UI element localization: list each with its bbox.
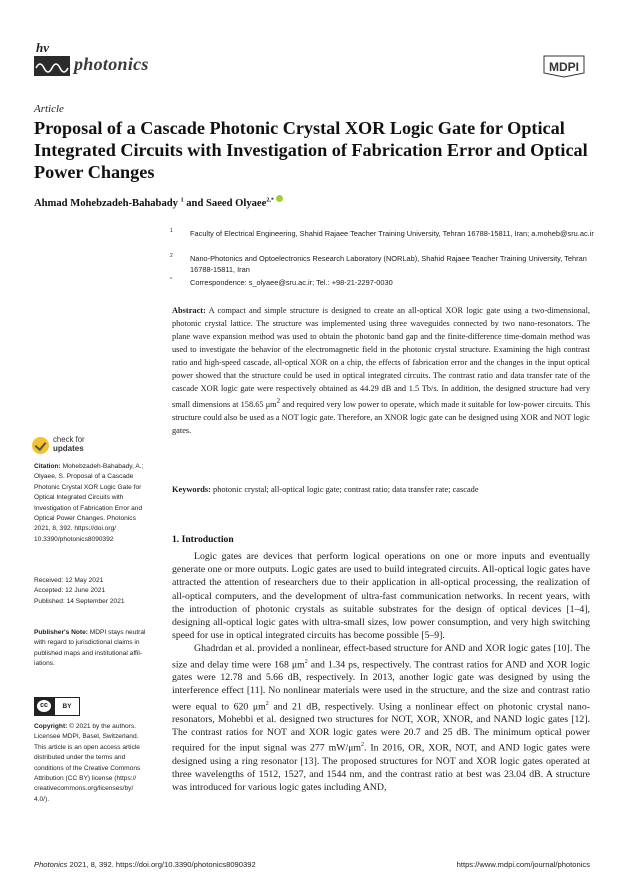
affiliation-text: Faculty of Electrical Engineering, Shahid Rajaee Teacher Training University, Tehran 16788-15811, Iran; a.moheb@sru.ac.ir xyxy=(190,229,594,238)
article-type: Article xyxy=(34,103,64,115)
updates-line: check for xyxy=(53,435,85,444)
paragraph: Logic gates are devices that perform logical operations on one or more inputs and eventually generate one or more outputs. Logic gates are used to build integrated circuits. All-optical logic gates have attracted the attention of researchers due to their application in all-optical processing, the realization of all-optical computers, and the development of ultra-fast communication networks. In recent years, with the introduction of photonic crystals as suitable substrates for the design of optical devices [1–4], designing all-optical logic gates with ultra-small sizes, low power consumption, and very high switching speed for use in optical integrated circuits has become possible [5–9]. xyxy=(172,551,590,642)
author-affiliation-mark: 1 xyxy=(180,197,184,204)
citation-line: Photonic Crystal XOR Logic Gate for xyxy=(34,483,142,491)
affiliation-number: 1 xyxy=(170,228,173,234)
check-updates-label xyxy=(53,436,85,453)
paragraph-text: Ghadrdan et al. provided a nonlinear, effect-based structure for AND and XOR logic gates [10]. The size and delay time were 168 μm xyxy=(172,643,590,670)
citation-line: 2021, 8, 392. https://doi.org/ xyxy=(34,525,117,533)
footer-doi[interactable]: 2021, 8, 392. https://doi.org/10.3390/photonics8090392 xyxy=(67,860,256,869)
copyright-line: distributed under the terms and xyxy=(34,754,126,762)
date-received: Received: 12 May 2021 xyxy=(34,577,104,584)
abstract-text: and required very low power to operate, which made it suitable for low-power circuits. This structure could also be used as a NOT logic gate. Therefore, an XNOR logic gate can be designed using XOR and NOT logic gates. xyxy=(172,399,591,435)
publisher-name: MDPI xyxy=(549,60,579,74)
attribution-icon: BY xyxy=(62,703,72,710)
publisher-note-line: with regard to jurisdictional claims in xyxy=(34,639,140,647)
copyright-label: Copyright: xyxy=(34,723,68,730)
body-text xyxy=(172,550,590,794)
journal-name: photonics xyxy=(74,54,149,74)
footer-journal-url[interactable]: https://www.mdpi.com/journal/photonics xyxy=(456,860,590,869)
copyright-line: creativecommons.org/licenses/by/ xyxy=(34,785,134,793)
abstract-label: Abstract: xyxy=(172,306,206,315)
affiliation-number: 2 xyxy=(170,253,173,259)
check-for-updates-button[interactable] xyxy=(32,436,112,458)
citation-line: Optical Power Changes. Photonics xyxy=(34,515,136,523)
copyright-line: 4.0/). xyxy=(34,795,50,803)
author-affiliation-mark: 2,* xyxy=(266,197,274,204)
publisher-logo xyxy=(540,54,588,78)
copyright-line: This article is an open access article xyxy=(34,743,140,751)
paper-title: Proposal of a Cascade Photonic Crystal XOR Logic Gate for Optical Integrated Circuits with Investigation of Fabrication Error and Optical Power Changes xyxy=(34,118,588,182)
citation-label: Citation: xyxy=(34,463,61,470)
cc-by-license-badge[interactable] xyxy=(34,697,80,716)
publisher-note xyxy=(34,628,160,670)
citation-doi-link[interactable]: 10.3390/photonics8090392 xyxy=(34,535,114,543)
paragraph-text: and 1.34 ps, respectively. The contrast ratios for AND and XOR logic gates were 12.78 and 5.66 dB, respectively. In 2013, another logic gate was designed by using the interference effect [11]. No nonlinear materials were used in the structure, and the size and contrast ratio were equal to 620 μm xyxy=(172,658,590,712)
keywords-label: Keywords: xyxy=(172,485,211,494)
citation-block xyxy=(34,462,160,545)
updates-line: updates xyxy=(53,443,84,453)
copyright-block xyxy=(34,722,160,805)
copyright-line: Licensee MDPI, Basel, Switzerland. xyxy=(34,733,139,741)
author-name: Saeed Olyaee xyxy=(206,198,267,209)
date-accepted: Accepted: 12 June 2021 xyxy=(34,587,106,595)
check-updates-icon xyxy=(32,437,49,454)
journal-logo xyxy=(34,40,70,80)
author-name: Ahmad Mohebzadeh-Bahabady xyxy=(34,198,178,209)
superscript: 2 xyxy=(276,397,281,405)
superscript: 2 xyxy=(361,742,365,749)
citation-line: Optical Integrated Circuits with xyxy=(34,494,124,502)
footer-citation xyxy=(34,860,256,869)
copyright-line: © 2021 by the authors. xyxy=(67,723,136,730)
keywords xyxy=(172,484,590,496)
date-published: Published: 14 September 2021 xyxy=(34,597,125,605)
paragraph xyxy=(172,642,590,794)
abstract-text: A compact and simple structure is designed to create an all-optical XOR logic gate using a two-dimensional, photonic crystal lattice. The structure was implemented using three waveguides connected by two nano-resonators. The plane wave expansion method was used to obtain the photonic band gap and the finite-difference time-domain method was used to investigate the behavior of the electromagnetic field in the photonic crystal structure. Examining the high contrast ratio and high-speed cascade, all-optical XOR on a chip, the effects of fabrication error and the changes in the input optical power showed that the structure could be used in optical integrated circuits. The contrast ratio and data transfer rate of the cascade XOR logic gate were respectively obtained as 44.29 dB and 1.5 Tb/s. In addition, the designed structure had very small dimensions at 158.65 μm xyxy=(172,306,590,409)
superscript: 2 xyxy=(304,658,308,665)
citation-line: Mohebzadeh-Bahabady, A.; xyxy=(60,463,144,470)
creative-commons-icon xyxy=(35,698,55,715)
citation-line: Investigation of Fabrication Error and xyxy=(34,504,143,512)
publisher-note-line: published maps and institutional affil- xyxy=(34,649,143,657)
publication-dates xyxy=(34,576,160,607)
superscript: 2 xyxy=(265,700,269,707)
publisher-note-line: MDPI stays neutral xyxy=(87,629,146,636)
section-heading: 1. Introduction xyxy=(172,534,234,545)
affiliation-text: Correspondence: s_olyaee@sru.ac.ir; Tel.: +98-21-2297-0030 xyxy=(190,278,393,287)
affiliation-number: * xyxy=(170,277,172,283)
copyright-line: Attribution (CC BY) license (https:// xyxy=(34,775,137,783)
publisher-note-line: iations. xyxy=(34,660,55,668)
wave-icon xyxy=(34,56,70,76)
orcid-icon[interactable] xyxy=(276,195,283,202)
author-list xyxy=(34,195,283,209)
abstract xyxy=(172,304,590,437)
footer-journal: Photonics xyxy=(34,860,68,869)
publisher-note-label: Publisher's Note: xyxy=(34,629,88,636)
paragraph-text: . In 2016, OR, XOR, NOT, and AND logic gates were designed using a ring resonator [13]. The proposed structures for NOT and XOR logic gates operated at three wavelengths of 1512, 1527, and 1544 nm, and the contrast ratio at best was 23.04 dB. A structure was introduced for various logic gates including AND, xyxy=(172,742,591,794)
author-separator: and xyxy=(186,198,204,209)
paragraph-text: and 21 dB, respectively. Using a nonlinear effect on photonic crystal nano-resonators, Mohebbi et al. designed two structures for NOT, XOR, XNOR, and NAND logic gates [12]. The contrast ratios for NOT and XOR logic gates were 20.7 and 25 dB. The minimum optical power required for the input signal was 277 mW/μm xyxy=(172,700,590,754)
copyright-line: conditions of the Creative Commons xyxy=(34,764,141,772)
citation-line: Olyaee, S. Proposal of a Cascade xyxy=(34,473,134,481)
affiliation-text: Nano-Photonics and Optoelectronics Research Laboratory (NORLab), Shahid Rajaee Teacher Training University, Tehran 16788-15811, Iran xyxy=(190,254,587,275)
journal-logo-text: hv xyxy=(36,40,49,55)
keywords-text: photonic crystal; all-optical logic gate; contrast ratio; data transfer rate; cascade xyxy=(213,485,479,494)
